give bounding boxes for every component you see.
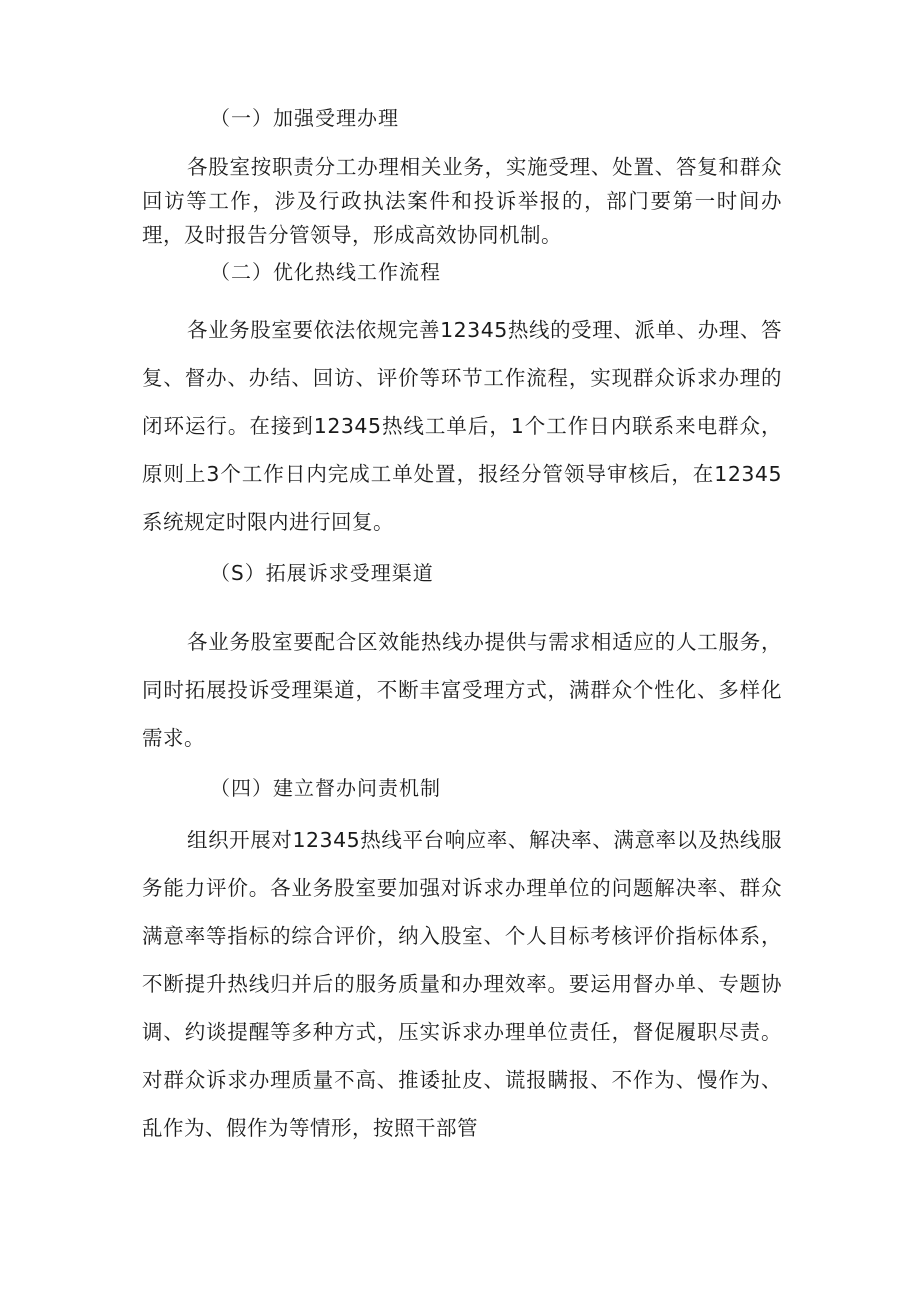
section-body-4: 组织开展对12345热线平台响应率、解决率、满意率以及热线服务能力评价。各业务股室要加强对诉求办理单位的问题解决率、群众满意率等指标的综合评价，纳入股室、个人目标考核评价指标体系，不断提升热线归并后的服务质量和办理效率。要运用督办单、专题协调、约谈提醒等多种方式，压实诉求办理单位责任，督促履职尽责。对群众诉求办理质量不高、推诿扯皮、谎报瞒报、不作为、慢作为、乱作为、假作为等情形，按照干部管 bbox=[142, 828, 782, 1140]
section-heading-2: （二）优化热线工作流程 bbox=[210, 260, 441, 284]
section-body-3: 各业务股室要配合区效能热线办提供与需求相适应的人工服务，同时拓展投诉受理渠道，不断丰富受理方式，满群众个性化、多样化需求。 bbox=[142, 630, 782, 750]
section-body-1: 各股室按职责分工办理相关业务，实施受理、处置、答复和群众回访等工作，涉及行政执法案件和投诉举报的，部门要第一时间办理，及时报告分管领导，形成高效协同机制。 bbox=[142, 155, 782, 247]
section-body-2: 各业务股室要依法依规完善12345热线的受理、派单、办理、答复、督办、办结、回访、评价等环节工作流程，实现群众诉求办理的闭环运行。在接到12345热线工单后，1个工作日内联系来电群众，原则上3个工作日内完成工单处置，报经分管领导审核后，在12345系统规定时限内进行回复。 bbox=[142, 318, 782, 534]
section-heading-3: （S）拓展诉求受理渠道 bbox=[210, 561, 434, 585]
section-heading-1: （一）加强受理办理 bbox=[210, 106, 399, 130]
section-heading-4: （四）建立督办问责机制 bbox=[210, 776, 441, 800]
